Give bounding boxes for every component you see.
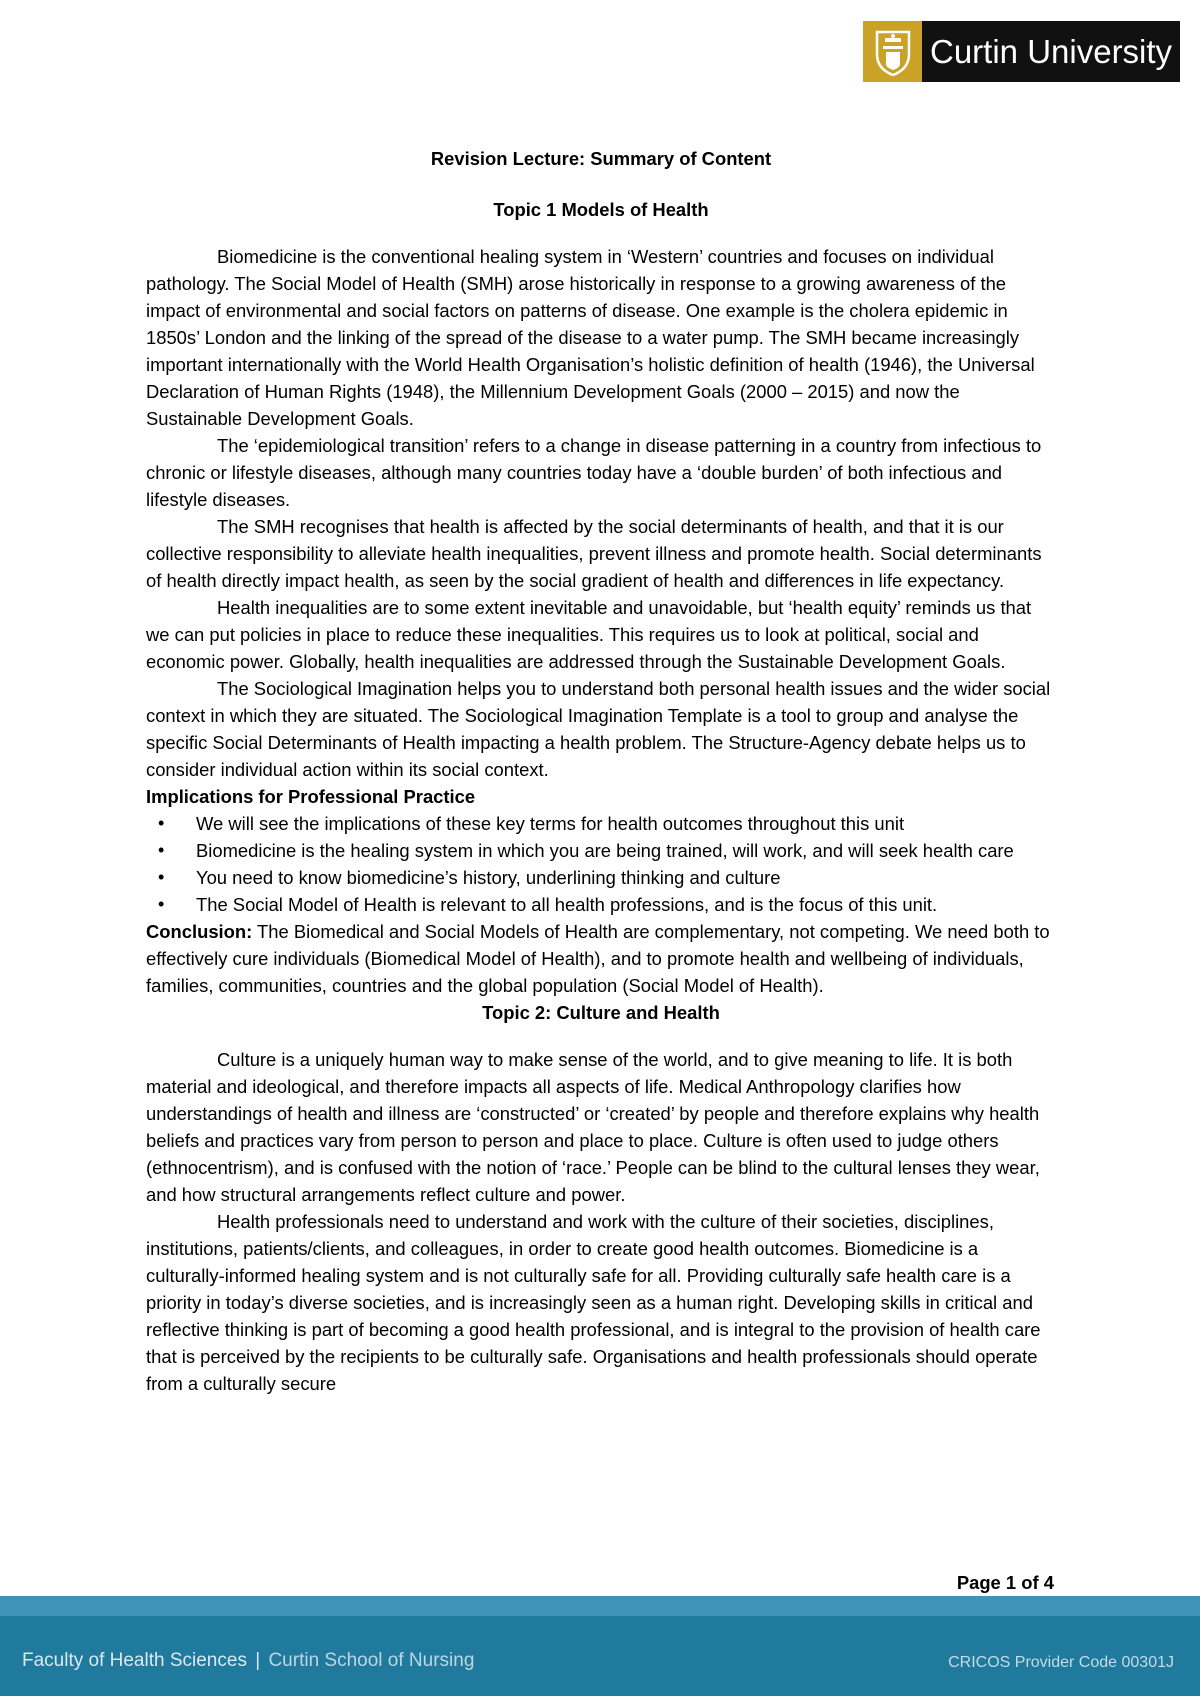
page-footer [0,1596,1200,1696]
topic1-paragraph: Biomedicine is the conventional healing system in ‘Western’ countries and focuses on individual pathology. The Social Model of Health (SMH) arose historically in response to a growing awareness of the impact of environmental and social factors on patterns of disease. One example is the cholera epidemic in 1850s’ London and the linking of the spread of the disease to a water pump. The SMH became increasingly important internationally with the World Health Organisation’s holistic definition of health (1946), the Universal Declaration of Human Rights (1948), the Millennium Development Goals (2000 – 2015) and now the Sustainable Development Goals. [146,246,1035,429]
cricos-code: CRICOS Provider Code 00301J [948,1654,1174,1671]
page-number [957,1572,1054,1594]
topic2-paragraph: Health professionals need to understand and work with the culture of their societies, disciplines, institutions, patients/clients, and colleagues, in order to create good health outcomes. Biomedicine is a culturally-informed healing system and is not culturally safe for all. Providing culturally safe health care is a priority in today’s diverse societies, and is increasingly seen as a human right. Developing skills in critical and reflective thinking is part of becoming a good health professional, and is integral to the provision of health care that is perceived by the recipients to be culturally safe. Organisations and health professionals should operate from a culturally secure [146,1211,1041,1394]
list-item: • We will see the implications of these key terms for health outcomes throughout this unit [146,810,1056,837]
footer-stripe [0,1596,1200,1616]
conclusion-paragraph [146,918,1056,999]
page-current: 1 [1005,1572,1017,1593]
topic1-paragraph: The Sociological Imagination helps you to understand both personal health issues and the wider social context in which they are situated. The Sociological Imagination Template is a tool to group and analyse the specific Social Determinants of Health impacting a health problem. The Structure-Agency debate helps us to consider individual action within its social context. [146,678,1051,780]
footer-separator: | [255,1650,261,1671]
topic1-paragraph: The SMH recognises that health is affected by the social determinants of health, and that it is our collective responsibility to alleviate health inequalities, prevent illness and promote health. Social determinants of health directly impact health, as seen by the social gradient of health and differences in life expectancy. [146,516,1042,591]
topic1-paragraph: The ‘epidemiological transition’ refers to a change in disease patterning in a country from infectious to chronic or lifestyle diseases, although many countries today have a ‘double burden’ of both infectious and lifestyle diseases. [146,435,1042,510]
curtin-logo [863,21,1180,82]
implications-list [146,810,1056,918]
implications-heading: Implications for Professional Practice [146,786,476,807]
topic1-paragraph: Health inequalities are to some extent inevitable and unavoidable, but ‘health equity’ reminds us that we can put policies in place to reduce these inequalities. This requires us to look at political, social and economic power. Globally, health inequalities are addressed through the Sustainable Development Goals. [146,597,1032,672]
footer-faculty-line [22,1650,474,1672]
document-title: Revision Lecture: Summary of Content [430,148,772,169]
list-item: • The Social Model of Health is relevant to all health professions, and is the focus of this unit. [146,891,1056,918]
page-total: 4 [1043,1572,1054,1593]
faculty-name: Faculty of Health Sciences [22,1650,247,1671]
school-name: Curtin School of Nursing [268,1650,475,1671]
topic2-heading: Topic 2: Culture and Health [482,1002,720,1023]
topic1-heading: Topic 1 Models of Health [493,199,709,220]
conclusion-label: Conclusion: [146,921,253,942]
list-item: • Biomedicine is the healing system in which you are being trained, will work, and will seek health care [146,837,1056,864]
topic2-paragraph: Culture is a uniquely human way to make sense of the world, and to give meaning to life. It is both material and ideological, and therefore impacts all aspects of life. Medical Anthropology clarifies how understandings of health and illness are ‘constructed’ or ‘created’ by people and therefore explains why health beliefs and practices vary from person to person and place to place. Culture is often used to judge others (ethnocentrism), and is confused with the notion of ‘race.’ People can be blind to the cultural lenses they wear, and how structural arrangements reflect culture and power. [146,1049,1040,1205]
document-body [146,145,1056,1397]
logo-wordmark: Curtin University [922,21,1180,82]
curtin-crest-icon [863,21,922,82]
list-item: • You need to know biomedicine’s history, underlining thinking and culture [146,864,1056,891]
page-of: of [1021,1572,1039,1593]
conclusion-text: The Biomedical and Social Models of Health are complementary, not competing. We need both to effectively cure individuals (Biomedical Model of Health), and to promote health and wellbeing of individuals, families, communities, countries and the global population (Social Model of Health). [146,921,1050,996]
page-label: Page [956,1572,1001,1593]
